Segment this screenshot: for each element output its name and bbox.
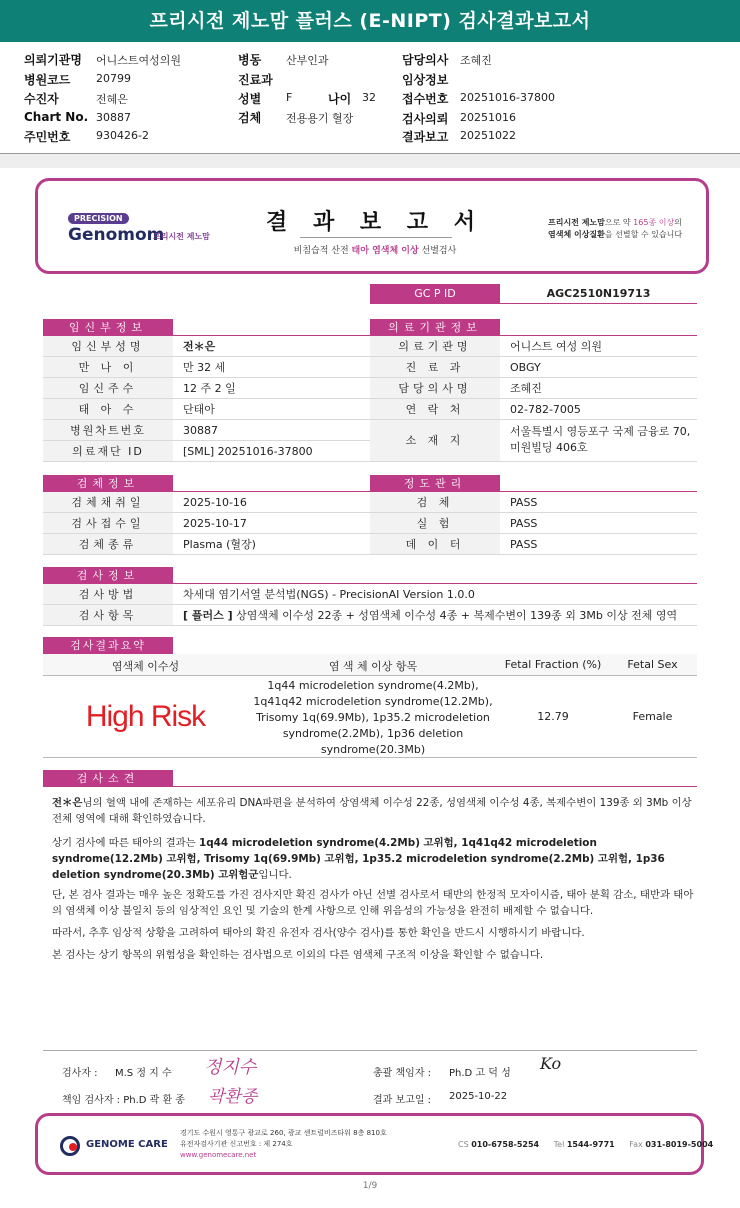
table-row: 검체종류 Plasma (혈장) (43, 534, 370, 555)
footer-address: 경기도 수원시 영통구 광교로 260, 광교 센트럴비즈타워 8층 810호 유전자검사기관 신고번호 : 제 274호 www.genomecare.net (180, 1129, 387, 1159)
window-title: 프리시전 제노맘 플러스 (E-NIPT) 검사결과보고서 (0, 0, 740, 42)
tester-signature: 정지수 (204, 1057, 257, 1078)
title-underline (300, 237, 452, 238)
age-value: 32 (362, 91, 376, 104)
specimen-value: 전용용기 혈장 (286, 112, 354, 125)
chief-label: 총괄 책임자 : (373, 1068, 432, 1079)
footer-banner (35, 1113, 714, 1175)
id-value: 930426-2 (96, 129, 149, 142)
findings-paragraph-2: 상기 검사에 따른 태아의 결과는 1q44 microdeletion syndrome(4.2Mb) 고위험, 1q41q42 microdeletion syndrome(12.2Mb) 고위험, Trisomy 1q(69.9Mb) 고위험, 1p35.2 microdeletion syndrome(2.2Mb) 고위험, 1p36 deletion syndrome(20.3Mb) 고위험군입니다. (52, 837, 665, 881)
fetal-fraction: 12.79 (537, 710, 569, 723)
summary-row (43, 676, 697, 758)
doctor-label: 담당의사 (402, 53, 449, 67)
section-line (173, 786, 697, 787)
table-row: 연 락 처 02-782-7005 (370, 399, 697, 420)
table-row: 검사접수일 2025-10-17 (43, 513, 370, 534)
chart-value: 30887 (96, 111, 131, 124)
report-subtitle: 비침습적 산전 태아 염색체 이상 선별검사 (293, 246, 457, 256)
section-institution-info: 의료기관정보 (370, 319, 500, 336)
table-row: 의료기관명 어니스트 여성 의원 (370, 336, 697, 357)
org-value: 어니스트여성의원 (96, 54, 182, 67)
specimen-label: 검체 (238, 111, 262, 125)
banner-tagline: 프리시전 제노맘으로 약 165종 이상의 염색체 이상질환을 선별할 수 있습니다 (548, 218, 683, 239)
table-row: 진 료 과 OBGY (370, 357, 697, 378)
table-row: 검사방법 차세대 염기서열 분석법(NGS) - PrecisionAI Version 1.0.0 (43, 584, 697, 605)
report-label: 결과보고 (402, 130, 449, 144)
footer-url[interactable]: www.genomecare.net (180, 1151, 257, 1159)
chart-label: Chart No. (24, 110, 89, 124)
report-document (0, 168, 740, 1208)
table-row: 임신주수 12 주 2 일 (43, 378, 370, 399)
fetal-sex: Female (632, 710, 673, 723)
table-row: 임신부성명 전＊은 (43, 336, 370, 357)
table-row: 소 재 지 서울특별시 영등포구 국제 금융로 70, 미원빌딩 406호 (370, 420, 697, 462)
gcpid-label: GC P ID (370, 284, 500, 304)
genomom-logo-sub: 프리시전 제노맘 (153, 232, 210, 241)
chief-name: Ph.D 고 덕 성 (449, 1068, 511, 1079)
genomom-logo: Genomom (68, 225, 165, 245)
summary-header: 염색체 이수성 염 색 체 이상 항목 Fetal Fraction (%) Fetal Sex (43, 654, 697, 676)
dept-label: 진료과 (238, 73, 273, 87)
genomecare-logo-icon (60, 1136, 80, 1156)
request-label: 검사의뢰 (402, 112, 449, 126)
responsible-signature: 곽환종 (208, 1087, 258, 1107)
genomecare-logo: GENOME CARE (86, 1139, 168, 1150)
table-row: 검체채취일 2025-10-16 (43, 492, 370, 513)
report-value: 20251022 (460, 129, 516, 142)
table-row: 검 체 PASS (370, 492, 697, 513)
report-banner (35, 178, 709, 274)
section-pregnant-info: 임신부정보 (43, 319, 173, 336)
table-row: 담당의사명 조혜진 (370, 378, 697, 399)
id-label: 주민번호 (24, 130, 71, 144)
org-label: 의뢰기관명 (24, 53, 82, 67)
findings-paragraph-3: 단, 본 검사 결과는 매우 높은 정확도를 가진 검사지만 확진 검사가 아닌 선별 검사로서 태반의 한정적 모자이시즘, 태아 분획 감소, 태반과 태아의 염색체 이상 불일치 등의 임상적인 요인 및 기술의 한계 사항으로 인해 위음성의 가능성을 완전히 배제할 수 없습니다. (52, 889, 694, 917)
chief-signature: Ko (540, 1054, 562, 1073)
table-row: 병원차트번호 30887 (43, 420, 370, 441)
precision-badge: PRECISION (68, 213, 129, 224)
page-number: 1/9 (362, 1181, 378, 1191)
recipient-value: 전혜은 (96, 93, 128, 106)
table-row: 태 아 수 단태아 (43, 399, 370, 420)
doctor-value: 조혜진 (460, 54, 492, 67)
receipt-value: 20251016-37800 (460, 91, 555, 104)
code-value: 20799 (96, 72, 131, 85)
table-row: 검사항목 [ 플러스 ] 상염색체 이수성 22종 + 성염색체 이수성 4종 + 복제수변이 139종 외 3Mb 이상 전체 영역 (43, 605, 697, 626)
tester-label: 검사자 : (62, 1068, 98, 1079)
section-findings: 검사소견 (43, 770, 173, 787)
anomaly-list: 1q44 microdeletion syndrome(4.2Mb), 1q41q42 microdeletion syndrome(12.2Mb), Trisomy 1q(69.9Mb), 1p35.2 microdeletion syndrome(2.2Mb), 1p36 deletion syndrome(20.3Mb) (253, 679, 493, 756)
report-date-label: 결과 보고일 : (373, 1095, 432, 1106)
ward-value: 산부인과 (286, 54, 329, 67)
table-row: 만 나 이 만 32 세 (43, 357, 370, 378)
signature-divider-top (43, 1050, 697, 1051)
header-divider (0, 154, 740, 168)
section-quality-control: 정도관리 (370, 475, 500, 492)
section-test-info: 검사정보 (43, 567, 173, 584)
ward-label: 병동 (238, 53, 262, 67)
footer-contacts: CS 010-6758-5254 Tel 1544-9771 Fax 031-8019-5004 (458, 1140, 714, 1149)
section-specimen-info: 검체정보 (43, 475, 173, 492)
recipient-label: 수진자 (24, 92, 59, 106)
findings-paragraph-4: 따라서, 추후 임상적 상황을 고려하여 태아의 확진 유전자 검사(양수 검사)를 통한 확인을 반드시 시행하시기 바랍니다. (52, 927, 585, 939)
table-row: 실 험 PASS (370, 513, 697, 534)
risk-result: High Risk (85, 700, 206, 733)
table-row: 데 이 터 PASS (370, 534, 697, 555)
findings-paragraph-1: 전＊은님의 혈액 내에 존재하는 세포유리 DNA파편을 분석하여 상염색체 이수성 22종, 성염색체 이수성 4종, 복제수변이 139종 외 3Mb 이상 전체 영역에 대해 확인하였습니다. (52, 797, 692, 825)
clinical-label: 임상정보 (402, 73, 449, 87)
sex-value: F (286, 91, 293, 104)
section-result-summary: 검사결과요약 (43, 637, 173, 654)
table-row: 의료재단 ID [SML] 20251016-37800 (43, 441, 370, 462)
request-value: 20251016 (460, 111, 516, 124)
responsible-tester: 책임 검사자 : Ph.D 곽 환 종 (62, 1095, 185, 1106)
report-title: 결 과 보 고 서 (266, 210, 484, 235)
gcpid-value: AGC2510N19713 (500, 284, 697, 304)
report-date-value: 2025-10-22 (449, 1091, 508, 1102)
age-label: 나이 (328, 92, 352, 106)
receipt-label: 접수번호 (402, 92, 449, 106)
tester-name: M.S 정 지 수 (115, 1068, 172, 1079)
code-label: 병원코드 (24, 73, 71, 87)
findings-paragraph-5: 본 검사는 상기 항목의 위험성을 확인하는 검사법으로 이외의 다른 염색체 구조적 이상을 확인할 수 없습니다. (52, 949, 544, 961)
patient-header (0, 42, 740, 154)
sex-label: 성별 (238, 92, 262, 106)
